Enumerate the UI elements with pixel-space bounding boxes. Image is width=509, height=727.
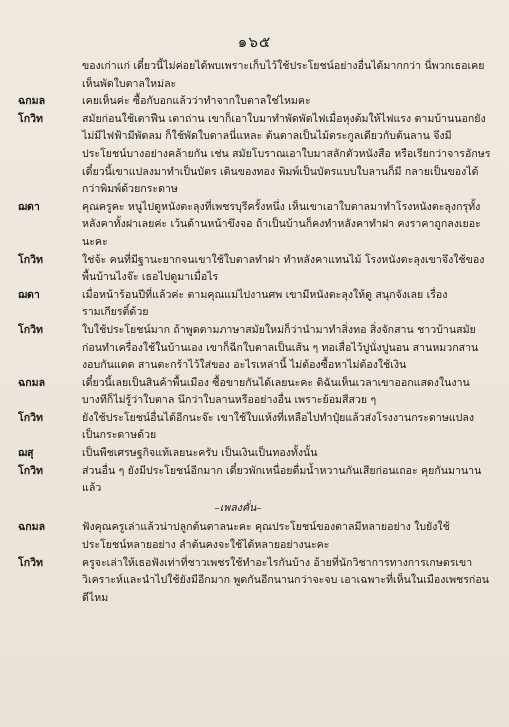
speaker-name: โกวิท	[18, 323, 44, 336]
speaker-name: ฉกมล	[18, 521, 46, 534]
speaker-name: โกวิท	[18, 464, 44, 477]
page-number: ๑๖๕	[237, 33, 272, 51]
speaker-name: โกวิท	[18, 253, 44, 266]
speaker-name: โกวิท	[18, 411, 44, 424]
dialogue-entry	[18, 410, 493, 445]
dialogue-text: เดี๋ยวนี้เลยเป็นสินค้าพื้นเมือง ซื้อขายกันได้เลยนะคะ ดิฉันเห็นเวลาเขาออกแสดงในงาน บางทีก็ไม่รู้ว่าใบตาล นึกว่าใบลานหรืออย่างอื่น เพราะย้อมสีสวย ๆ	[82, 376, 470, 407]
dialogue-text: ใบใช้ประโยชน์มาก ถ้าพูดตามภาษาสมัยใหม่ก็ว่านำมาทำสิ่งทอ สิ่งจักสาน ชาวบ้านสมัยก่อนทำเครื่องใช้ในบ้านเอง เขาก็ฉีกใบตาลเป็นเส้น ๆ ทอเสื่อไว้ปูนั่งปูนอน สานหมวกสานงอบกันแดด สานตะกร้าไว้ใส่ของ อะไรเหล่านี้ ไม่ต้องซื้อหาไม่ต้องใช้เงิน	[82, 323, 479, 372]
dialogue-entry	[18, 199, 493, 252]
dialogue-entry	[18, 322, 493, 375]
dialogue-text: ครูจะเล่าให้เธอฟังเท่าที่ชาวเพชรใช้ทำอะไรกันบ้าง อ้ายที่นักวิชาการทางการเกษตรเขาวิเคราะห์และนำไปใช้ยังมีอีกมาก พูดกันอีกนานกว่าจะจบ เอาเฉพาะที่เห็นในเมืองเพชรก่อนดีไหม	[82, 556, 489, 604]
dialogue-content	[18, 58, 493, 607]
dialogue-text: เป็นพืชเศรษฐกิจแท้เลยนะครับ เป็นเงินเป็นทองทั้งนั้น	[82, 447, 318, 460]
dialogue-text: สมัยก่อนใช้เตาฟืน เตาถ่าน เขาก็เอาใบมาทำพัดพัดไฟเมื่อหุงต้มให้ไฟแรง ตามบ้านนอกยังไม่มีไฟฟ้ามีพัดลม ก็ใช้พัดใบตาลนี่แหละ ต้นตาลเป็นไม้ตระกูลเดียวกับต้นลาน จึงมีประโยชน์บางอย่างคล้ายกัน เช่น สมัยโบราณเอาใบมาสลักตัวหนังสือ หรือเรียกว่าจารอักษร เดี๋ยวนี้เขาแปลงมาทำเป็นบัตร เดินของทอง พิมพ์เป็นบัตรแบบใบลานก็มี กลายเป็นของได้กว่าพิมพ์ด้วยกระดาษ	[82, 112, 491, 196]
dialogue-entry	[18, 555, 493, 608]
dialogue-entry	[18, 287, 493, 322]
dialogue-text: ยังใช้ประโยชน์อื่นได้อีกนะจ๊ะ เขาใช้ใบแห้งที่เหลือไปทำปุ๋ยแล้วส่งโรงงานกระดาษแปลงเป็นกระดาษด้วย	[82, 411, 475, 442]
speaker-name: ฌดา	[18, 200, 40, 213]
dialogue-entry	[18, 445, 493, 463]
intro-paragraph	[18, 58, 493, 93]
speaker-name: โกวิท	[18, 112, 44, 125]
speaker-name: โกวิท	[18, 556, 44, 569]
dialogue-text: ใช่จ้ะ คนที่มีฐานะยากจนเขาใช้ใบตาลทำฝา ทำหลังคาแทนไม้ โรงหนังตะลุงเขาจึงใช้ของพื้นบ้านไงจ๊ะ เธอไปดูมาเมื่อไร	[82, 253, 485, 284]
dialogue-entry	[18, 519, 493, 554]
dialogue-text: เคยเห็นค่ะ ซื้อกับอกแล้วว่าทำจากใบตาลใช่ไหมคะ	[82, 95, 311, 108]
dialogue-text: ฟังคุณครูเล่าแล้วน่าปลูกต้นตาลนะคะ คุณประโยชน์ของตาลมีหลายอย่าง ใบยังใช้ประโยชน์หลายอย่าง ลำต้นคงจะใช้ได้หลายอย่างนะคะ	[82, 521, 450, 552]
dialogue-entry	[18, 375, 493, 410]
dialogue-text: เมื่อหน้าร้อนปีที่แล้วค่ะ ตามคุณแม่ไปงานศพ เขามีหนังตะลุงให้ดู สนุกจังเลย เรื่องรามเกียรติ์ด้วย	[82, 288, 448, 319]
dialogue-text: คุณครูคะ หนูไปดูหนังตะลุงที่เพชรบุรีครั้งหนึ่ง เห็นเขาเอาใบตาลมาทำโรงหนังตะลุงกรุทั้งหลังคาทั้งฝาเลยค่ะ เว้นด้านหน้าขึงจอ ถ้าเป็นบ้านก็คงทำหลังคาทำฝา คงราคาถูกลงเยอะนะคะ	[82, 200, 481, 248]
dialogue-entry	[18, 463, 493, 498]
speaker-name: ฉกมล	[18, 95, 46, 108]
speaker-name: ฉกมล	[18, 376, 46, 389]
speaker-name: ฌดา	[18, 288, 40, 301]
dialogue-text: ส่วนอื่น ๆ ยังมีประโยชน์อีกมาก เดี๋ยวพักเหนื่อยดื่มน้ำหวานกันเสียก่อนเถอะ คุยกันมานานแล้ว	[82, 464, 482, 495]
song-interlude-marker: –เพลงคั่น–	[214, 501, 262, 514]
intro-text: ของเก่าแก่ เดี๋ยวนี้ไม่ค่อยได้พบเพราะเก็บไว้ใช้ประโยชน์อย่างอื่นได้มากกว่า นี่พวกเธอเคยเห็นพัดใบตาลใหม่ละ	[82, 60, 485, 90]
dialogue-entry	[18, 252, 493, 287]
dialogue-entry	[18, 93, 493, 111]
dialogue-entry	[18, 111, 493, 199]
speaker-name: ฌสุ	[18, 447, 34, 460]
